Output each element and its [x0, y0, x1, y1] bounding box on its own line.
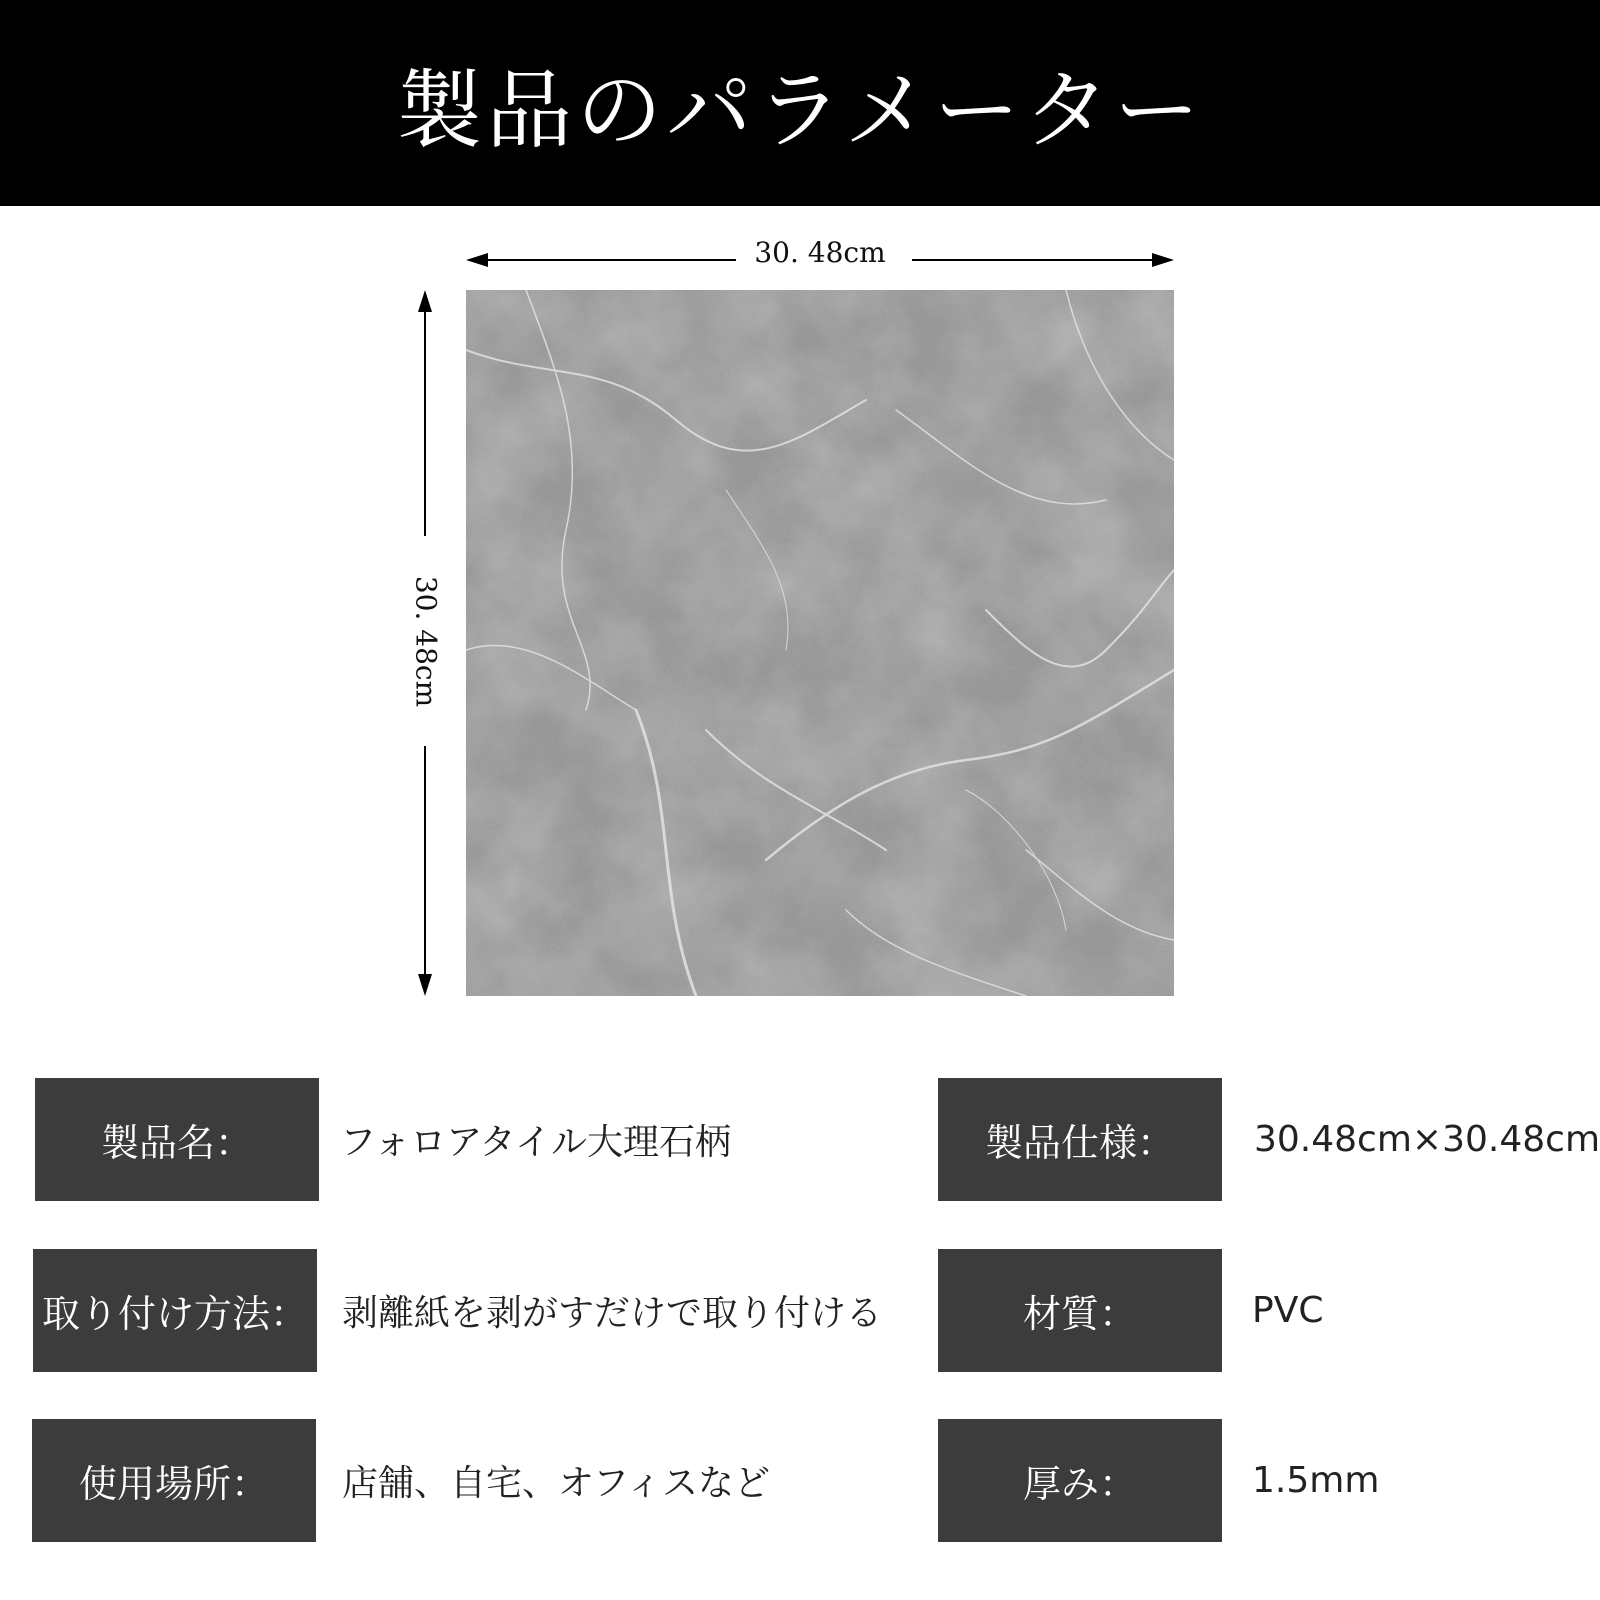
- thickness-value: 1.5mm: [1252, 1460, 1380, 1501]
- width-label: 30. 48cm: [754, 236, 886, 269]
- usage-location-label: 使用場所：: [32, 1419, 316, 1542]
- marble-tile-image: [466, 290, 1174, 996]
- thickness-label: 厚み：: [938, 1419, 1222, 1542]
- install-method-label: 取り付け方法：: [33, 1249, 317, 1372]
- page-header: [0, 0, 1600, 206]
- install-method-value: 剥離紙を剥がすだけで取り付ける: [342, 1293, 883, 1334]
- product-name-value: フォロアタイル大理石柄: [340, 1122, 731, 1163]
- material-value: PVC: [1252, 1290, 1324, 1331]
- height-label: 30. 48cm: [409, 575, 443, 708]
- product-spec-value: 30.48cm×30.48cm: [1254, 1119, 1600, 1160]
- page-title: 製品のパラメーター: [396, 61, 1204, 161]
- product-spec-label: 製品仕様：: [938, 1078, 1222, 1201]
- material-label: 材質：: [938, 1249, 1222, 1372]
- product-name-label: 製品名：: [35, 1078, 319, 1201]
- usage-location-value: 店舗、自宅、オフィスなど: [342, 1463, 771, 1504]
